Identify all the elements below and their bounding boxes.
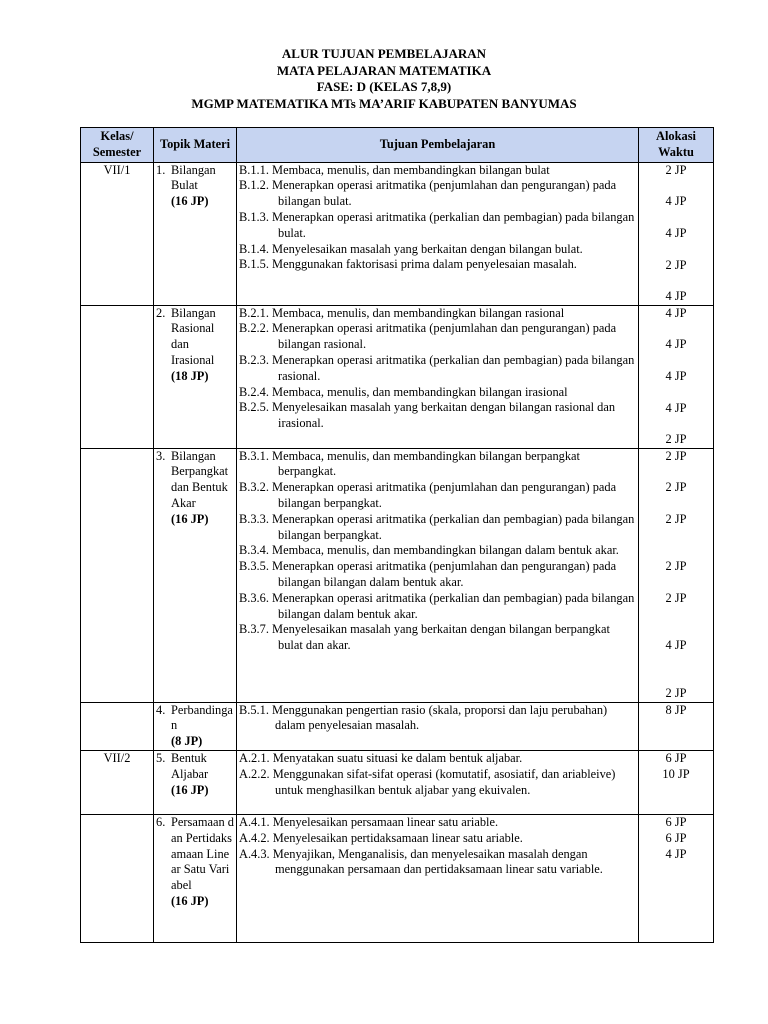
- topik-number: 5.: [156, 750, 166, 765]
- topik-jp: (16 JP): [171, 194, 209, 209]
- table-row: [81, 162, 714, 305]
- goal-item: A.2.1. Menyatakan suatu situasi ke dalam bentuk aljabar.: [239, 750, 523, 765]
- topik-name: Bilangan Bulat: [171, 162, 216, 193]
- jp-value: 2 JP: [665, 590, 687, 605]
- header-kelas: Kelas/ Semester: [81, 128, 154, 163]
- goal-item: B.3.5. Menerapkan operasi aritmatika (penjumlahan dan pengurangan) pada bilangan bilangan dalam bentuk akar.: [239, 559, 617, 589]
- topik-jp: (16 JP): [171, 511, 209, 526]
- goal-item: B.2.1. Membaca, menulis, dan membandingkan bilangan rasional: [239, 305, 565, 320]
- header-tujuan: Tujuan Pembelajaran: [237, 128, 639, 163]
- title-line-1: ALUR TUJUAN PEMBELAJARAN: [281, 46, 487, 61]
- goal-item: B.2.5. Menyelesaikan masalah yang berkaitan dengan bilangan rasional dan irasional.: [239, 400, 616, 431]
- topik-jp: (8 JP): [171, 734, 203, 749]
- cell-alokasi: [639, 814, 714, 942]
- table-row: [81, 448, 714, 702]
- jp-value: 4 JP: [665, 305, 687, 320]
- goal-item: B.1.3. Menerapkan operasi aritmatika (perkalian dan pembagian) pada bilangan bulat.: [239, 209, 635, 240]
- jp-value: 2 JP: [665, 257, 687, 272]
- cell-topik: [154, 750, 237, 814]
- learning-objectives-table: [80, 127, 714, 943]
- cell-tujuan: [237, 814, 639, 942]
- jp-value: 2 JP: [665, 431, 687, 446]
- jp-value: 6 JP: [665, 814, 687, 829]
- goal-item: B.1.1. Membaca, menulis, dan membandingkan bilangan bulat: [239, 162, 550, 177]
- goal-item: A.4.1. Menyelesaikan persamaan linear satu ariable.: [239, 814, 499, 829]
- jp-value: 4 JP: [665, 336, 687, 351]
- topik-number: 1.: [156, 162, 166, 177]
- cell-kelas: [81, 448, 154, 702]
- header-alokasi: Alokasi Waktu: [639, 128, 714, 163]
- jp-value: 4 JP: [665, 368, 687, 383]
- jp-value: 4 JP: [665, 846, 687, 861]
- jp-value: 2 JP: [665, 685, 687, 700]
- topik-jp: (16 JP): [171, 893, 209, 908]
- topik-number: 3.: [156, 448, 166, 463]
- cell-alokasi: [639, 305, 714, 448]
- cell-kelas: [81, 305, 154, 448]
- goal-item: B.1.2. Menerapkan operasi aritmatika (penjumlahan dan pengurangan) pada bilangan bulat.: [239, 178, 617, 209]
- jp-value: 10 JP: [662, 766, 690, 781]
- goal-item: B.1.4. Menyelesaikan masalah yang berkaitan dengan bilangan bulat.: [239, 241, 583, 256]
- title-line-2: MATA PELAJARAN MATEMATIKA: [276, 62, 492, 78]
- topik-number: 2.: [156, 305, 166, 320]
- title-line-4: MGMP MATEMATIKA MTs MA’ARIF KABUPATEN BANYUMAS: [191, 95, 577, 111]
- goal-item: B.3.4. Membaca, menulis, dan membandingkan bilangan dalam bentuk akar.: [239, 543, 619, 558]
- document-title: [0, 46, 768, 112]
- cell-topik: [154, 814, 237, 942]
- goal-item: B.3.3. Menerapkan operasi aritmatika (perkalian dan pembagian) pada bilangan bilangan berpangkat.: [239, 511, 635, 542]
- goal-item: A.4.3. Menyajikan, Menganalisis, dan menyelesaikan masalah dengan menggunakan persamaan dan pertidaksamaan linear satu variable.: [239, 846, 603, 877]
- cell-topik: [154, 448, 237, 702]
- cell-tujuan: [237, 305, 639, 448]
- topik-jp: (18 JP): [171, 368, 209, 383]
- cell-alokasi: [639, 162, 714, 305]
- jp-value: 4 JP: [665, 193, 687, 208]
- cell-alokasi: [639, 448, 714, 702]
- jp-value: 4 JP: [665, 288, 687, 303]
- goal-item: B.2.2. Menerapkan operasi aritmatika (penjumlahan dan pengurangan) pada bilangan rasional.: [239, 321, 617, 352]
- table-row: [81, 305, 714, 448]
- jp-value: 4 JP: [665, 400, 687, 415]
- jp-value: 6 JP: [665, 750, 687, 765]
- cell-topik: [154, 702, 237, 750]
- cell-tujuan: [237, 750, 639, 814]
- topik-name: Persamaan dan Pertidaksamaan Linear Satu Variabel: [171, 814, 234, 893]
- table-header-row: [81, 128, 714, 163]
- jp-value: 2 JP: [665, 448, 687, 463]
- jp-value: 2 JP: [665, 558, 687, 573]
- topik-number: 4.: [156, 702, 166, 717]
- cell-topik: [154, 162, 237, 305]
- title-line-3: FASE: D (KELAS 7,8,9): [316, 79, 452, 94]
- cell-kelas: VII/1: [81, 162, 154, 305]
- goal-item: B.2.4. Membaca, menulis, dan membandingkan bilangan irasional: [239, 384, 568, 399]
- jp-value: 4 JP: [665, 637, 687, 652]
- topik-name: Bilangan Rasional dan Irasional: [171, 305, 216, 367]
- jp-value: 8 JP: [665, 702, 687, 717]
- topik-name: Perbandingan: [171, 702, 233, 733]
- jp-value: 4 JP: [665, 225, 687, 240]
- goal-item: B.3.7. Menyelesaikan masalah yang berkaitan dengan bilangan berpangkat bulat dan akar.: [239, 622, 610, 653]
- cell-kelas: [81, 702, 154, 750]
- goal-item: B.5.1. Menggunakan pengertian rasio (skala, proporsi dan laju perubahan) dalam penyelesaian masalah.: [239, 702, 608, 733]
- header-topik: Topik Materi: [154, 128, 237, 163]
- topik-jp: (16 JP): [171, 782, 209, 797]
- topik-name: Bilangan Berpangkat dan Bentuk Akar: [171, 448, 229, 510]
- table-row: [81, 750, 714, 814]
- table-row: [81, 814, 714, 942]
- cell-kelas: VII/2: [81, 750, 154, 814]
- jp-value: 2 JP: [665, 479, 687, 494]
- cell-tujuan: [237, 448, 639, 702]
- cell-alokasi: [639, 750, 714, 814]
- goal-item: B.2.3. Menerapkan operasi aritmatika (perkalian dan pembagian) pada bilangan rasional.: [239, 352, 635, 383]
- cell-tujuan: [237, 702, 639, 750]
- table-row: [81, 702, 714, 750]
- goal-item: B.3.1. Membaca, menulis, dan membandingkan bilangan berpangkat berpangkat.: [239, 448, 580, 479]
- cell-alokasi: [639, 702, 714, 750]
- goal-item: A.4.2. Menyelesaikan pertidaksamaan linear satu ariable.: [239, 830, 523, 845]
- goal-item: B.3.2. Menerapkan operasi aritmatika (penjumlahan dan pengurangan) pada bilangan berpangkat.: [239, 480, 617, 510]
- jp-value: 2 JP: [665, 162, 687, 177]
- topik-name: Bentuk Aljabar: [171, 750, 209, 781]
- goal-item: B.1.5. Menggunakan faktorisasi prima dalam penyelesaian masalah.: [239, 257, 577, 272]
- cell-kelas: [81, 814, 154, 942]
- cell-tujuan: [237, 162, 639, 305]
- topik-number: 6.: [156, 814, 166, 829]
- jp-value: 2 JP: [665, 511, 687, 526]
- goal-item: B.3.6. Menerapkan operasi aritmatika (perkalian dan pembagian) pada bilangan bilangan dalam bentuk akar.: [239, 590, 635, 621]
- jp-value: 6 JP: [665, 830, 687, 845]
- cell-topik: [154, 305, 237, 448]
- goal-item: A.2.2. Menggunakan sifat-sifat operasi (komutatif, asosiatif, dan ariableive) untuk menghasilkan bentuk aljabar yang ekuivalen.: [239, 766, 616, 797]
